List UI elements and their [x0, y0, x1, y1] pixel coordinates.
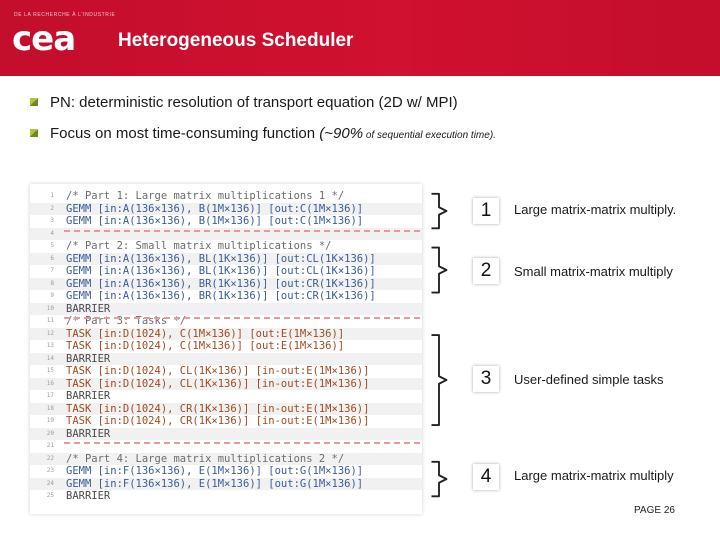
code-text: GEMM [in:A(136×136), B(1M×136)] [out:C(1M×136)]: [66, 202, 364, 215]
step-number-4: 4: [473, 464, 499, 490]
code-text: TASK [in:D(1024), CR(1K×136)] [in-out:E(1M×136)]: [66, 402, 370, 415]
code-line: [30, 328, 422, 341]
code-line: [30, 490, 422, 503]
tagline: DE LA RECHERCHE À L'INDUSTRIE: [14, 12, 116, 18]
code-line: [30, 253, 422, 266]
line-number: 13: [46, 342, 54, 349]
line-number: 22: [46, 454, 54, 462]
code-line: [30, 428, 422, 441]
line-number: 10: [46, 304, 54, 312]
code-text: BARRIER: [66, 427, 111, 440]
line-number: 23: [46, 467, 54, 474]
code-line: [30, 403, 422, 416]
step-number-2: 2: [473, 258, 499, 284]
code-line: [30, 465, 422, 478]
line-number: 14: [46, 354, 54, 362]
code-text: /* Part 3: Tasks */: [66, 315, 187, 327]
line-number: 17: [46, 392, 54, 399]
code-line: [30, 278, 422, 291]
code-line: [30, 353, 422, 366]
code-text: GEMM [in:A(136×136), B(1M×136)] [out:C(1M×136)]: [66, 215, 364, 227]
step-label-3: User-defined simple tasks: [514, 372, 664, 387]
cea-logo: cea: [12, 19, 76, 59]
code-text: TASK [in:D(1024), C(1M×136)] [out:E(1M×136)]: [66, 340, 345, 352]
code-text: GEMM [in:F(136×136), E(1M×136)] [out:G(1M×136)]: [66, 465, 364, 477]
code-line: [30, 453, 422, 466]
code-text: /* Part 1: Large matrix multiplications 1 */: [66, 190, 345, 202]
code-text: TASK [in:D(1024), CL(1K×136)] [in-out:E(1M×136)]: [66, 365, 370, 377]
bullet-2-note: of sequential execution time).: [363, 130, 496, 141]
bullet-2-main: Focus on most time-consuming function: [50, 125, 320, 142]
line-number: 5: [50, 242, 54, 249]
bullet-text-2: [50, 125, 496, 142]
code-line: [30, 478, 422, 491]
line-number: 20: [46, 429, 54, 437]
code-line: [30, 340, 422, 353]
bullet-2-percent: (~90%: [319, 125, 364, 142]
code-text: GEMM [in:A(136×136), BR(1K×136)] [out:CR(1K×136)]: [66, 277, 376, 290]
bullet-text-1: PN: deterministic resolution of transport equation (2D w/ MPI): [50, 94, 458, 111]
code-line: [30, 190, 422, 203]
code-text: /* Part 2: Small matrix multiplications */: [66, 240, 332, 252]
slide-title: Heterogeneous Scheduler: [118, 30, 354, 51]
line-number: 1: [50, 192, 54, 199]
bullet-square-icon: [30, 129, 38, 137]
brace-group-3: [430, 318, 460, 442]
line-number: 19: [46, 417, 54, 424]
line-number: 9: [50, 292, 54, 299]
line-number: 8: [50, 279, 54, 287]
line-number: 4: [50, 229, 54, 237]
line-number: 21: [46, 442, 54, 449]
code-text: TASK [in:D(1024), C(1M×136)] [out:E(1M×136)]: [66, 327, 345, 340]
code-text: BARRIER: [66, 490, 111, 502]
code-line: [30, 203, 422, 216]
code-line: [30, 390, 422, 403]
group-separator: [64, 230, 420, 232]
group-separator: [64, 317, 420, 319]
line-number: 18: [46, 404, 54, 412]
code-line: [30, 303, 422, 316]
code-text: BARRIER: [66, 390, 111, 402]
code-text: TASK [in:D(1024), CR(1K×136)] [in-out:E(1M×136)]: [66, 415, 370, 427]
step-label-4: Large matrix-matrix multiply: [514, 468, 674, 483]
code-line: [30, 240, 422, 253]
brace-group-2: [430, 238, 460, 302]
code-text: GEMM [in:F(136×136), E(1M×136)] [out:G(1M×136)]: [66, 477, 364, 490]
line-number: 12: [46, 329, 54, 337]
code-text: TASK [in:D(1024), CL(1K×136)] [in-out:E(1M×136)]: [66, 377, 370, 390]
step-number-1: 1: [473, 198, 499, 224]
code-listing: [30, 184, 422, 514]
step-label-2: Small matrix-matrix multiply: [514, 264, 673, 279]
code-line: [30, 215, 422, 228]
code-text: BARRIER: [66, 302, 111, 315]
code-line: [30, 415, 422, 428]
code-line: [30, 365, 422, 378]
line-number: 3: [50, 217, 54, 224]
header-bar: [0, 0, 720, 76]
code-text: /* Part 4: Large matrix multiplications 2 */: [66, 452, 345, 465]
brace-group-4: [430, 454, 460, 504]
page-number: PAGE 26: [634, 505, 675, 516]
group-separator: [64, 442, 420, 444]
code-text: GEMM [in:A(136×136), BR(1K×136)] [out:CR(1K×136)]: [66, 290, 376, 302]
step-label-1: Large matrix-matrix multiply.: [514, 202, 677, 217]
step-number-3: 3: [473, 366, 499, 392]
code-text: BARRIER: [66, 352, 111, 365]
code-line: [30, 378, 422, 391]
code-line: [30, 265, 422, 278]
line-number: 11: [46, 317, 54, 324]
line-number: 25: [46, 492, 54, 499]
line-number: 2: [50, 204, 54, 212]
line-number: 6: [50, 254, 54, 262]
code-line: [30, 290, 422, 303]
code-text: GEMM [in:A(136×136), BL(1K×136)] [out:CL(1K×136)]: [66, 252, 376, 265]
line-number: 15: [46, 367, 54, 374]
brace-group-1: [430, 186, 460, 236]
code-text: GEMM [in:A(136×136), BL(1K×136)] [out:CL(1K×136)]: [66, 265, 376, 277]
line-number: 24: [46, 479, 54, 487]
line-number: 16: [46, 379, 54, 387]
bullet-square-icon: [30, 98, 38, 106]
line-number: 7: [50, 267, 54, 274]
